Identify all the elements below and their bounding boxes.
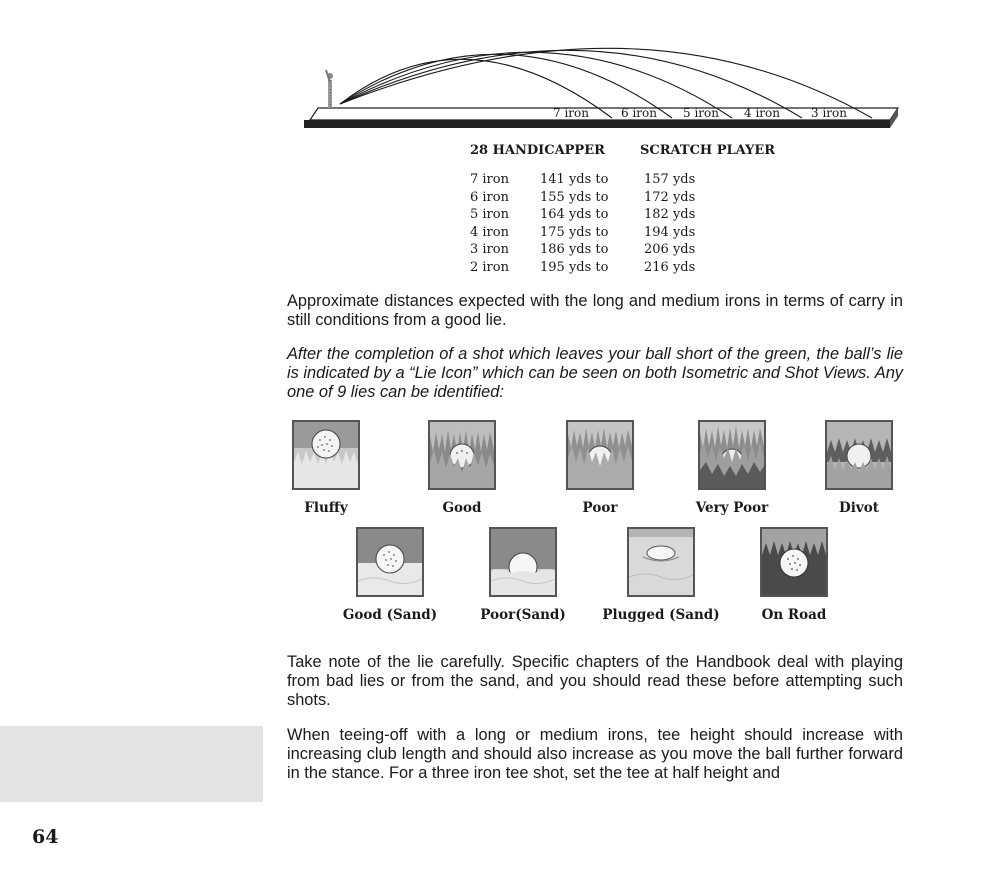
tee-height-paragraph: When teeing-off with a long or medium irons, tee height should increase with increasing club length and should also increase as you move the ball further forward in the stance. For a three iron tee shot, set the tee at half height and <box>287 726 903 782</box>
diagram-label-4-iron: 4 iron <box>744 106 780 120</box>
lie-item-poor-sand <box>453 527 593 623</box>
lie-item-plugged-sand <box>591 527 731 623</box>
scratch-cell: 182 yds <box>644 207 696 222</box>
lie-label: Poor <box>582 500 618 516</box>
on-road-lie-icon <box>760 527 828 597</box>
scratch-cell: 157 yds <box>644 172 696 187</box>
handicapper-cell: 141 yds to <box>540 172 609 187</box>
lie-item-fluffy <box>256 420 396 516</box>
margin-gray-block <box>0 726 263 802</box>
diagram-label-3-iron: 3 iron <box>811 106 847 120</box>
lie-item-good <box>392 420 532 516</box>
lie-label: Very Poor <box>695 500 769 516</box>
lie-label: Plugged (Sand) <box>602 607 720 623</box>
lie-label: Good <box>442 500 482 516</box>
divot-lie-icon <box>825 420 893 490</box>
golfer-icon <box>326 70 333 108</box>
column-header-handicapper: 28 HANDICAPPER <box>470 143 605 158</box>
diagram-label-7-iron: 7 iron <box>553 106 589 120</box>
scratch-cell: 172 yds <box>644 189 696 205</box>
club-cell: 4 iron <box>470 224 509 240</box>
handicapper-cell: 164 yds to <box>540 207 609 222</box>
column-header-scratch: SCRATCH PLAYER <box>640 143 776 158</box>
lie-item-very-poor <box>662 420 802 516</box>
handicapper-cell: 195 yds to <box>540 259 609 275</box>
lie-item-on-road <box>724 527 864 623</box>
lie-label: Good (Sand) <box>342 607 438 623</box>
good-sand-lie-icon <box>356 527 424 597</box>
distance-explanation-paragraph: Approximate distances expected with the long and medium irons in terms of carry in still conditions from a good lie. <box>287 292 903 329</box>
scratch-cell: 206 yds <box>644 242 696 257</box>
poor-sand-lie-icon <box>489 527 557 597</box>
poor-lie-icon <box>566 420 634 490</box>
lie-icon-intro-paragraph: After the completion of a shot which leaves your ball short of the green, the ball’s lie is indicated by a “Lie Icon” which can be seen on both Isometric and Shot Views. Any one of 9 lies can be identified: <box>287 345 903 401</box>
iron-distance-diagram <box>300 38 900 134</box>
lie-label: Poor(Sand) <box>480 607 566 623</box>
lie-item-divot <box>789 420 929 516</box>
handicapper-cell: 175 yds to <box>540 224 609 240</box>
fluffy-lie-icon <box>292 420 360 490</box>
lie-item-good-sand <box>320 527 460 623</box>
lie-label: Fluffy <box>304 500 348 516</box>
lie-label: Divot <box>839 500 879 516</box>
club-cell: 5 iron <box>470 207 509 222</box>
scratch-cell: 194 yds <box>644 224 696 240</box>
lie-label: On Road <box>761 607 827 623</box>
club-cell: 7 iron <box>470 172 509 187</box>
very-poor-lie-icon <box>698 420 766 490</box>
diagram-label-6-iron: 6 iron <box>621 106 657 120</box>
lie-item-poor <box>530 420 670 516</box>
club-cell: 6 iron <box>470 189 509 205</box>
club-cell: 2 iron <box>470 259 509 275</box>
handicapper-cell: 155 yds to <box>540 189 609 205</box>
lie-note-paragraph: Take note of the lie carefully. Specific chapters of the Handbook deal with playing from bad lies or from the sand, and you should read these before attempting such shots. <box>287 653 903 709</box>
handicapper-cell: 186 yds to <box>540 242 609 257</box>
diagram-label-5-iron: 5 iron <box>683 106 719 120</box>
page-number: 64 <box>32 826 59 848</box>
good-lie-icon <box>428 420 496 490</box>
club-cell: 3 iron <box>470 242 509 257</box>
scratch-cell: 216 yds <box>644 259 696 275</box>
plugged-sand-lie-icon <box>627 527 695 597</box>
